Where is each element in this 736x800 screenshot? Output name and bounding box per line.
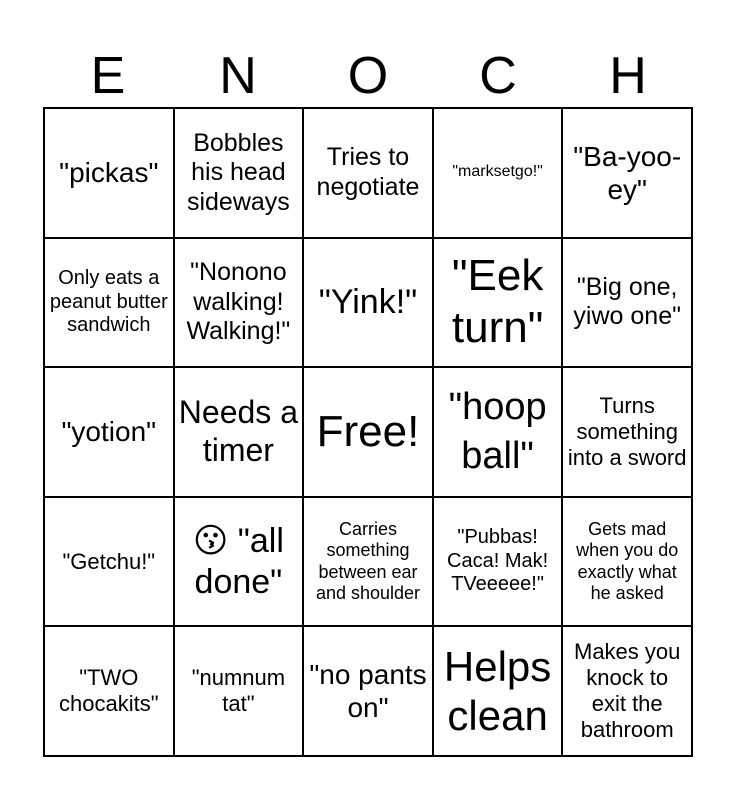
header-letter-e: E bbox=[90, 47, 126, 105]
bingo-board bbox=[43, 107, 693, 757]
bingo-cell[interactable]: "yotion" bbox=[44, 367, 174, 497]
bingo-cell[interactable]: Needs a timer bbox=[174, 367, 304, 497]
bingo-cell[interactable]: "hoop ball" bbox=[433, 367, 563, 497]
bingo-cell[interactable]: 😗 "all done" bbox=[174, 497, 304, 627]
bingo-cell-free[interactable]: Free! bbox=[303, 367, 433, 497]
bingo-header bbox=[43, 46, 693, 106]
bingo-cell[interactable]: Makes you knock to exit the bathroom bbox=[562, 626, 692, 756]
bingo-cell[interactable]: Helps clean bbox=[433, 626, 563, 756]
header-letter-h: H bbox=[609, 47, 647, 105]
bingo-cell[interactable]: "Big one, yiwo one" bbox=[562, 238, 692, 368]
bingo-cell[interactable]: Carries something between ear and shoulder bbox=[303, 497, 433, 627]
bingo-cell[interactable]: Turns something into a sword bbox=[562, 367, 692, 497]
header-letter-o: O bbox=[347, 47, 389, 105]
bingo-cell[interactable]: Gets mad when you do exactly what he asked bbox=[562, 497, 692, 627]
bingo-cell[interactable]: Tries to negotiate bbox=[303, 108, 433, 238]
bingo-cell[interactable]: "Getchu!" bbox=[44, 497, 174, 627]
bingo-cell[interactable]: "Ba-yoo-ey" bbox=[562, 108, 692, 238]
bingo-cell[interactable]: "Eek turn" bbox=[433, 238, 563, 368]
bingo-cell[interactable]: "Nonono walking! Walking!" bbox=[174, 238, 304, 368]
bingo-cell[interactable]: "marksetgo!" bbox=[433, 108, 563, 238]
header-letter-c: C bbox=[479, 47, 517, 105]
bingo-cell[interactable]: "TWO chocakits" bbox=[44, 626, 174, 756]
bingo-cell[interactable]: "numnum tat" bbox=[174, 626, 304, 756]
bingo-cell[interactable]: Only eats a peanut butter sandwich bbox=[44, 238, 174, 368]
bingo-cell[interactable]: "no pants on" bbox=[303, 626, 433, 756]
bingo-cell[interactable]: "Yink!" bbox=[303, 238, 433, 368]
bingo-cell[interactable]: Bobbles his head sideways bbox=[174, 108, 304, 238]
header-letter-n: N bbox=[219, 47, 257, 105]
bingo-cell[interactable]: "Pubbas! Caca! Mak! TVeeeee!" bbox=[433, 497, 563, 627]
bingo-cell[interactable]: "pickas" bbox=[44, 108, 174, 238]
